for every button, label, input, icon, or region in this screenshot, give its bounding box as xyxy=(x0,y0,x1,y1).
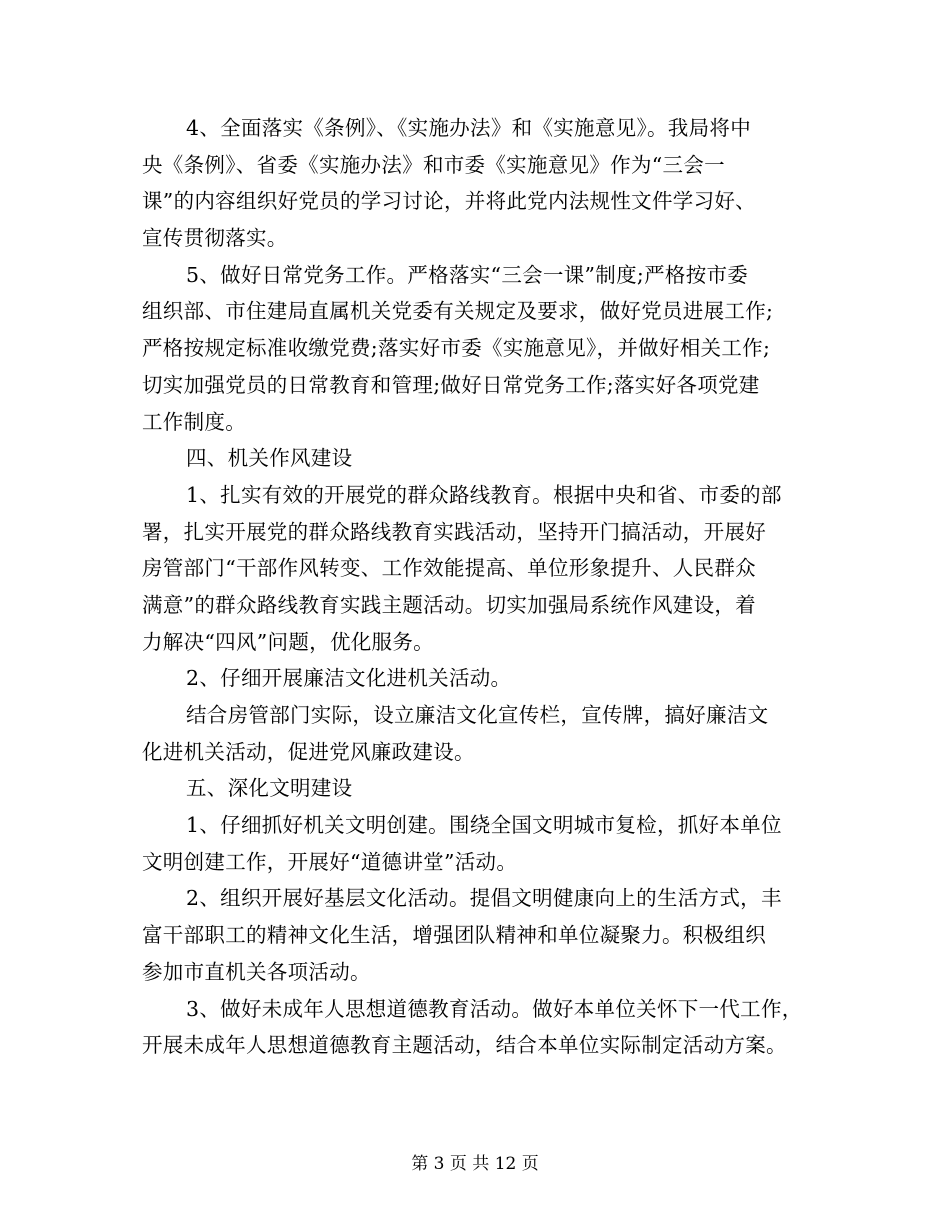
text-line: 工作制度。 xyxy=(142,409,246,434)
text-line: 力解决“四风”问题，优化服务。 xyxy=(142,629,434,654)
text-line: 严格按规定标准收缴党费;落实好市委《实施意见》，并做好相关工作; xyxy=(142,336,771,361)
text-line: 4、全面落实《条例》、《实施办法》和《实施意见》。我局将中 xyxy=(186,116,751,140)
text-line: 房管部门“干部作风转变、工作效能提高、单位形象提升、人民群众 xyxy=(142,556,756,581)
section-heading: 四、机关作风建设 xyxy=(186,446,353,471)
text-line: 2、仔细开展廉洁文化进机关活动。 xyxy=(186,666,512,691)
text-line: 课”的内容组织好党员的学习讨论，并将此党内法规性文件学习好、 xyxy=(142,189,756,214)
text-line: 署，扎实开展党的群众路线教育实践活动，坚持开门搞活动，开展好 xyxy=(142,519,766,544)
page-number-footer: 第 3 页 共 12 页 xyxy=(411,1154,539,1174)
document-body xyxy=(142,110,818,1064)
text-line: 2、组织开展好基层文化活动。提倡文明健康向上的生活方式，丰 xyxy=(186,886,782,911)
text-line: 切实加强党员的日常教育和管理;做好日常党务工作;落实好各项党建 xyxy=(142,372,760,397)
text-line: 宣传贯彻落实。 xyxy=(142,226,288,251)
text-line: 3、做好未成年人思想道德教育活动。做好本单位关怀下一代工作， xyxy=(186,996,803,1021)
text-line: 参加市直机关各项活动。 xyxy=(142,959,371,984)
text-line: 1、仔细抓好机关文明创建。围绕全国文明城市复检，抓好本单位 xyxy=(186,813,782,838)
text-line: 开展未成年人思想道德教育主题活动，结合本单位实际制定活动方案。 xyxy=(142,1033,787,1058)
text-line: 化进机关活动，促进党风廉政建设。 xyxy=(142,739,475,764)
text-line: 结合房管部门实际，设立廉洁文化宣传栏，宣传牌，搞好廉洁文 xyxy=(186,703,769,727)
text-line: 文明创建工作，开展好“道德讲堂”活动。 xyxy=(142,849,518,874)
text-line: 1、扎实有效的开展党的群众路线教育。根据中央和省、市委的部 xyxy=(186,482,782,507)
text-line: 央《条例》、省委《实施办法》和市委《实施意见》作为“三会一 xyxy=(142,152,725,177)
text-line: 组织部、市住建局直属机关党委有关规定及要求，做好党员进展工作; xyxy=(142,299,774,324)
text-line: 5、做好日常党务工作。严格落实“三会一课”制度;严格按市委 xyxy=(186,262,749,287)
text-line: 富干部职工的精神文化生活，增强团队精神和单位凝聚力。积极组织 xyxy=(142,923,766,948)
section-heading: 五、深化文明建设 xyxy=(186,776,353,801)
text-line: 满意”的群众路线教育实践主题活动。切实加强局系统作风建设，着 xyxy=(142,592,756,617)
